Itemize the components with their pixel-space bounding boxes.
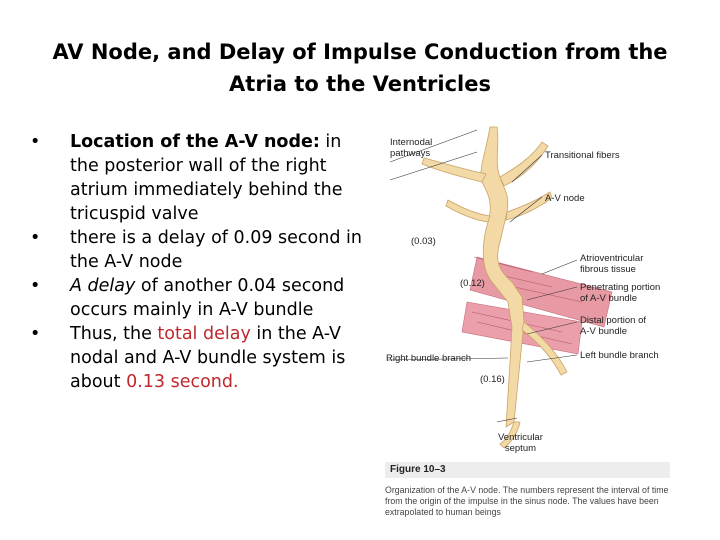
bullet-text: Thus, the (70, 324, 158, 344)
label-left-bundle-branch: Left bundle branch (580, 350, 659, 361)
total-delay-highlight: total delay (157, 324, 251, 344)
label-fibrous-tissue: Atrioventricular fibrous tissue (580, 253, 644, 275)
bullet-bold-text: Location of the A-V node: (70, 132, 320, 152)
bullet-text: there is a delay of 0.09 second in the A-V node (70, 228, 362, 272)
slide-title (40, 36, 680, 100)
label-penetrating-portion: Penetrating portion of A-V bundle (580, 282, 661, 304)
bullet-item: • Thus, the total delay in the A-V nodal and A-V bundle system is about 0.13 second. (30, 324, 346, 392)
bullet-text: of another 0.04 second occurs mainly in A-V bundle (70, 276, 345, 320)
label-ventricular-septum: Ventricular septum (498, 432, 543, 454)
label-transitional-fibers: Transitional fibers (545, 150, 620, 161)
label-distal-portion: Distal portion of A-V bundle (580, 315, 647, 337)
bullet-item: • Location of the A-V node: in the posterior wall of the right atrium immediately behind the tricuspid valve (30, 132, 343, 224)
label-time-003: (0.03) (411, 236, 436, 247)
label-time-016: (0.16) (480, 374, 505, 385)
figure-caption-text: Organization of the A-V node. The numbers represent the interval of time from the origin of the impulse in the sinus node. The values have been extrapolated to human beings (385, 485, 669, 517)
bullet-item: • A delay of another 0.04 second occurs mainly in A-V bundle (30, 276, 345, 320)
title-line-1: AV Node, and Delay of Impulse Conduction from the (52, 40, 668, 64)
label-right-bundle-branch: Right bundle branch (386, 353, 472, 364)
label-time-012: (0.12) (460, 278, 485, 289)
bullet-text: in the A-V nodal and A-V bundle system is about (70, 324, 346, 392)
bullet-list (30, 130, 375, 394)
bullet-text: in the posterior wall of the right atrium immediately behind the tricuspid valve (70, 132, 343, 224)
bullet-item: • there is a delay of 0.09 second in the A-V node (30, 228, 362, 272)
title-line-2: Atria to the Ventricles (229, 72, 491, 96)
label-internodal-pathways: Internodal pathways (390, 137, 433, 159)
bullet-italic-text: A delay (70, 276, 136, 296)
label-av-node: A-V node (545, 193, 585, 204)
figure-caption-title: Figure 10–3 (390, 464, 446, 475)
delay-value-highlight: 0.13 second. (126, 372, 239, 392)
